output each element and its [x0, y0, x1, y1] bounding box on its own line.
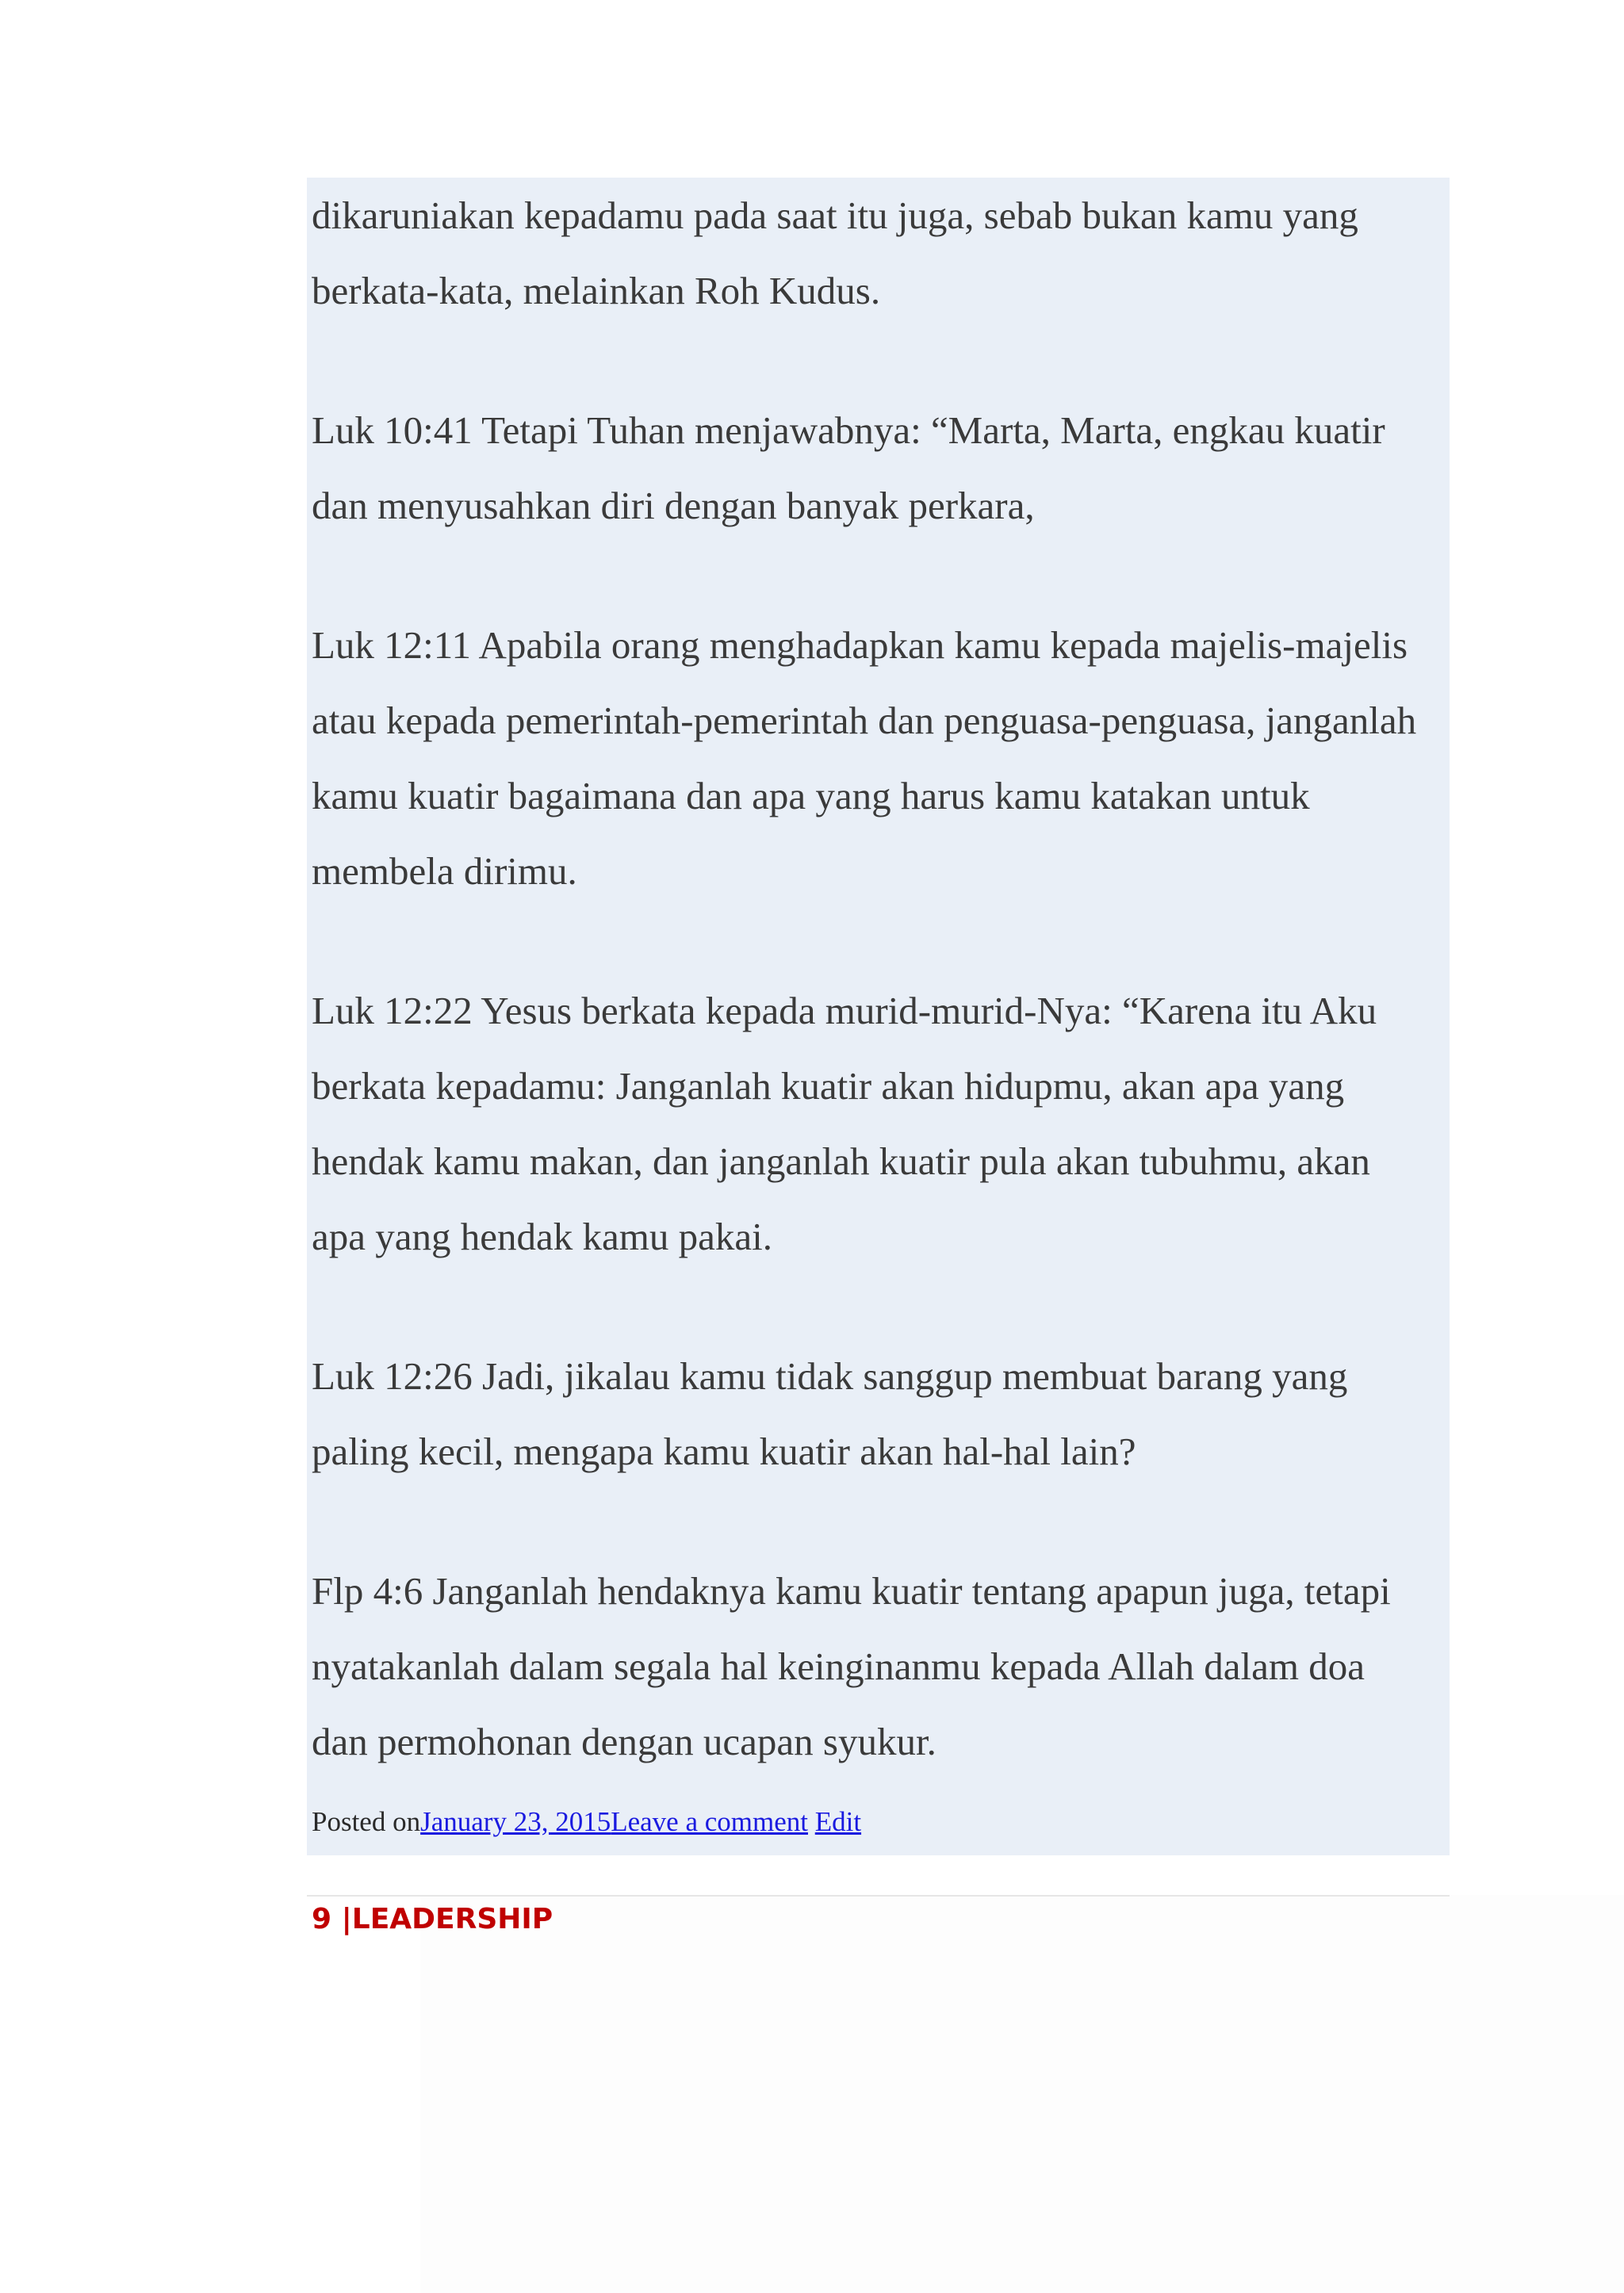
- leave-comment-link[interactable]: Leave a comment: [611, 1806, 808, 1837]
- text-line: dan menyusahkan diri dengan banyak perkara,: [312, 484, 1035, 527]
- paragraph-verse: [312, 1338, 1446, 1489]
- page-background-shade: [420, 1895, 1624, 2293]
- page-footer: [312, 1903, 553, 1935]
- text-line: Luk 12:26 Jadi, jikalau kamu tidak sanggup membuat barang yang: [312, 1354, 1348, 1398]
- text-line: hendak kamu makan, dan janganlah kuatir pula akan tubuhmu, akan: [312, 1139, 1370, 1183]
- text-line: dan permohonan dengan ucapan syukur.: [312, 1720, 936, 1763]
- paragraph-verse: [312, 1553, 1446, 1779]
- text-line: kamu kuatir bagaimana dan apa yang harus kamu katakan untuk: [312, 774, 1310, 817]
- post-meta: [312, 1805, 861, 1839]
- text-line: nyatakanlah dalam segala hal keinginanmu kepada Allah dalam doa: [312, 1644, 1365, 1688]
- text-line: Flp 4:6 Janganlah hendaknya kamu kuatir tentang apapun juga, tetapi: [312, 1569, 1391, 1613]
- post-date-link[interactable]: January 23, 2015: [420, 1806, 611, 1837]
- text-line: paling kecil, mengapa kamu kuatir akan hal-hal lain?: [312, 1430, 1136, 1473]
- posted-on-label: Posted on: [312, 1806, 421, 1837]
- text-line: atau kepada pemerintah-pemerintah dan penguasa-penguasa, janganlah: [312, 699, 1417, 742]
- page-number: 9: [312, 1903, 332, 1935]
- text-line: Luk 12:22 Yesus berkata kepada murid-murid-Nya: “Karena itu Aku: [312, 989, 1377, 1032]
- paragraph: [312, 178, 1446, 328]
- edit-link[interactable]: Edit: [814, 1806, 862, 1837]
- text-line: berkata kepadamu: Janganlah kuatir akan hidupmu, akan apa yang: [312, 1064, 1345, 1108]
- footer-separator: |: [331, 1903, 352, 1935]
- paragraph-verse: [312, 973, 1446, 1274]
- post-content-box: [307, 178, 1450, 1855]
- text-line: dikaruniakan kepadamu pada saat itu juga, sebab bukan kamu yang: [312, 193, 1358, 237]
- post-body: [312, 178, 1446, 1779]
- text-line: apa yang hendak kamu pakai.: [312, 1215, 772, 1258]
- text-line: membela dirimu.: [312, 849, 577, 893]
- paragraph-verse: [312, 392, 1446, 543]
- paragraph-verse: [312, 607, 1446, 909]
- footer-divider: [307, 1895, 1450, 1897]
- text-line: Luk 12:11 Apabila orang menghadapkan kamu kepada majelis-majelis: [312, 623, 1408, 667]
- text-line: berkata-kata, melainkan Roh Kudus.: [312, 269, 881, 312]
- footer-section-title: LEADERSHIP: [351, 1903, 553, 1935]
- text-line: Luk 10:41 Tetapi Tuhan menjawabnya: “Marta, Marta, engkau kuatir: [312, 408, 1385, 452]
